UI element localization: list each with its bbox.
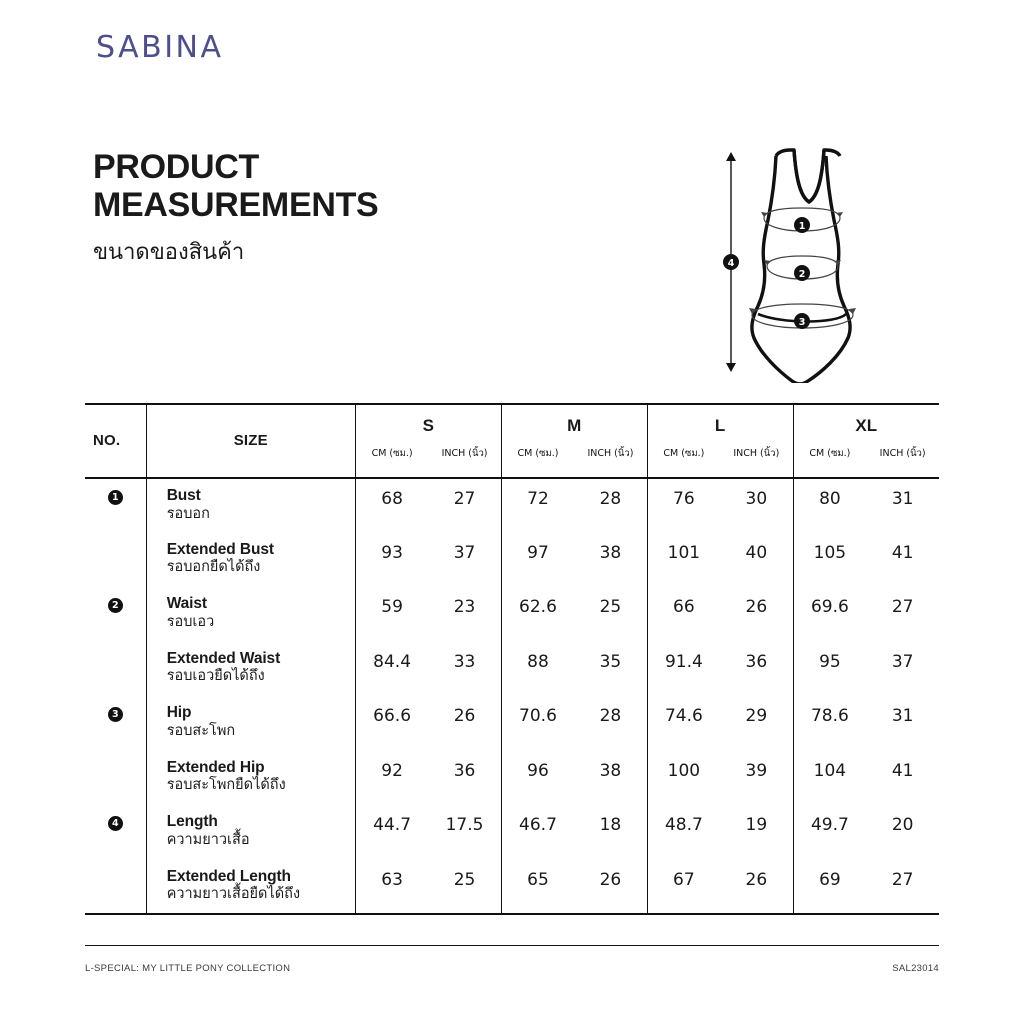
column-header-size-l (647, 404, 793, 478)
measurement-cell-l (647, 533, 793, 588)
value-cm: 69.6 (810, 597, 849, 617)
row-marker-cell (85, 751, 146, 806)
value-cm: 96 (527, 760, 549, 781)
row-label-th: รอบสะโพกยืดได้ถึง (166, 777, 286, 794)
value-cm: 92 (381, 760, 403, 781)
measurement-cell-m (501, 533, 647, 588)
value-cm: 49.7 (810, 815, 849, 835)
size-l-unit-cm: CM (ซม.) (663, 448, 705, 459)
size-s-units (356, 446, 501, 461)
value-cm: 67 (673, 869, 695, 890)
row-marker-cell (85, 587, 146, 642)
measurement-cell-s (355, 696, 501, 751)
size-s-unit-cm: CM (ซม.) (371, 448, 413, 459)
value-cm: 65 (527, 869, 549, 890)
marker-2-label: 2 (798, 269, 806, 280)
value-cm: 70.6 (519, 706, 557, 726)
row-label-th: ความยาวเสื้อ (166, 831, 250, 848)
row-label-th: รอบอกยืดได้ถึง (166, 559, 261, 576)
value-inch: 27 (891, 597, 914, 617)
value-inch: 35 (599, 651, 622, 672)
measurement-cell-xl (793, 478, 939, 533)
row-label-th: รอบอก (166, 505, 210, 522)
table-body (85, 478, 939, 914)
measurement-cell-xl (793, 533, 939, 588)
column-header-size-xl (793, 404, 939, 478)
value-inch: 25 (453, 869, 476, 890)
row-label-en: Extended Hip (166, 758, 265, 776)
measurement-cell-s (355, 533, 501, 588)
value-cm: 80 (819, 489, 841, 509)
table-row (85, 805, 939, 860)
table-row (85, 533, 939, 588)
value-inch: 40 (745, 542, 768, 563)
row-label-en: Extended Length (166, 867, 291, 885)
column-header-size-label: SIZE (233, 432, 268, 449)
row-label-en: Hip (166, 704, 192, 721)
row-label-cell (146, 642, 355, 697)
row-label-cell (146, 805, 355, 860)
page-title-line1: PRODUCT (93, 148, 260, 186)
measurement-cell-l (647, 587, 793, 642)
row-label-cell (146, 751, 355, 806)
value-inch: 26 (745, 597, 768, 617)
page-subtitle-thai: ขนาดของสินค้า (93, 240, 245, 266)
table-row (85, 587, 939, 642)
value-cm: 68 (381, 489, 403, 509)
marker-4-label: 4 (727, 258, 735, 269)
row-label-en: Extended Bust (166, 540, 274, 558)
size-m-unit-cm: CM (ซม.) (517, 448, 559, 459)
measurement-cell-l (647, 478, 793, 533)
value-cm: 69 (819, 869, 841, 890)
value-cm: 62.6 (519, 597, 557, 617)
table-row (85, 696, 939, 751)
value-inch: 23 (453, 597, 476, 617)
size-m-units (502, 446, 647, 461)
value-cm: 78.6 (810, 706, 849, 726)
bodysuit-measurement-diagram (706, 138, 936, 383)
measurement-cell-xl (793, 642, 939, 697)
row-marker-cell (85, 478, 146, 533)
row-marker-cell (85, 860, 146, 915)
value-inch: 30 (745, 489, 768, 509)
column-header-size-m (501, 404, 647, 478)
value-cm: 44.7 (373, 815, 412, 835)
value-cm: 76 (673, 489, 695, 509)
page-heading-block (93, 148, 378, 269)
row-marker-badge: 1 (108, 490, 123, 505)
value-inch: 31 (891, 706, 914, 726)
measurement-cell-l (647, 642, 793, 697)
measurement-cell-xl (793, 860, 939, 915)
measurements-table (85, 403, 939, 915)
value-cm: 93 (381, 542, 403, 563)
row-marker-cell (85, 805, 146, 860)
column-header-size (146, 404, 355, 478)
value-inch: 27 (891, 869, 914, 890)
value-inch: 20 (891, 815, 914, 835)
row-label-th: รอบสะโพก (166, 722, 236, 739)
page-title-line2: MEASUREMENTS (93, 186, 379, 225)
bodysuit-diagram-svg (706, 138, 936, 383)
value-cm: 74.6 (664, 706, 703, 726)
row-marker-cell (85, 642, 146, 697)
value-cm: 100 (667, 760, 701, 781)
row-label-en: Extended Waist (166, 649, 281, 667)
value-inch: 25 (599, 597, 622, 617)
size-l-units (648, 446, 793, 461)
table-row (85, 478, 939, 533)
value-cm: 72 (527, 489, 549, 509)
value-inch: 28 (599, 706, 622, 726)
value-inch: 26 (599, 869, 622, 890)
column-header-no (85, 404, 146, 478)
value-cm: 91.4 (664, 651, 703, 672)
size-xl-unit-cm: CM (ซม.) (809, 448, 851, 459)
value-cm: 95 (819, 651, 841, 672)
marker-1-label: 1 (798, 221, 806, 232)
column-header-size-s (355, 404, 501, 478)
measurement-cell-s (355, 805, 501, 860)
row-marker-badge: 3 (108, 707, 123, 722)
measurement-cell-m (501, 805, 647, 860)
value-inch: 26 (745, 869, 768, 890)
value-inch: 26 (453, 706, 476, 726)
footer-collection: L-SPECIAL: MY LITTLE PONY COLLECTION (85, 963, 291, 974)
measurement-cell-l (647, 805, 793, 860)
value-inch: 41 (891, 760, 914, 781)
table-row (85, 860, 939, 915)
value-cm: 104 (813, 760, 847, 781)
value-cm: 105 (813, 542, 847, 563)
value-inch: 38 (599, 542, 622, 563)
value-inch: 37 (891, 651, 914, 672)
measurement-cell-s (355, 587, 501, 642)
measurement-cell-s (355, 642, 501, 697)
sabina-logo: SABINA (96, 30, 224, 65)
value-cm: 63 (381, 869, 403, 890)
value-inch: 29 (745, 706, 768, 726)
row-label-cell (146, 478, 355, 533)
value-cm: 66.6 (373, 706, 412, 726)
size-xl-units (794, 446, 939, 461)
value-inch: 41 (891, 542, 914, 563)
value-inch: 28 (599, 489, 622, 509)
measurement-cell-m (501, 696, 647, 751)
size-s-unit-inch: INCH (นิ้ว) (441, 448, 488, 459)
measurement-cell-l (647, 696, 793, 751)
row-label-th: รอบเอว (166, 613, 215, 630)
value-inch: 31 (891, 489, 914, 509)
row-label-cell (146, 696, 355, 751)
row-marker-cell (85, 533, 146, 588)
measurements-table-wrap (85, 403, 939, 915)
value-cm: 66 (673, 597, 695, 617)
value-inch: 27 (453, 489, 476, 509)
size-xl-label: XL (855, 416, 878, 435)
value-inch: 36 (453, 760, 476, 781)
value-inch: 33 (453, 651, 476, 672)
value-cm: 46.7 (519, 815, 557, 835)
row-label-cell (146, 860, 355, 915)
measurement-cell-s (355, 860, 501, 915)
size-s-label: S (422, 416, 434, 435)
row-marker-badge: 4 (108, 816, 123, 831)
measurement-cell-m (501, 860, 647, 915)
size-l-unit-inch: INCH (นิ้ว) (733, 448, 780, 459)
row-label-en: Waist (166, 595, 207, 612)
row-label-en: Length (166, 813, 218, 830)
table-row (85, 751, 939, 806)
size-m-label: M (567, 416, 582, 435)
measurement-cell-l (647, 860, 793, 915)
value-cm: 59 (381, 597, 403, 617)
table-row (85, 642, 939, 697)
value-inch: 19 (745, 815, 768, 835)
row-label-th: ความยาวเสื้อยืดได้ถึง (166, 886, 301, 903)
measurement-cell-xl (793, 751, 939, 806)
row-label-cell (146, 587, 355, 642)
measurement-cell-xl (793, 805, 939, 860)
value-cm: 88 (527, 651, 549, 672)
row-marker-cell (85, 696, 146, 751)
measurement-cell-m (501, 587, 647, 642)
size-m-unit-inch: INCH (นิ้ว) (587, 448, 634, 459)
value-inch: 18 (599, 815, 622, 835)
measurement-cell-m (501, 642, 647, 697)
column-header-no-label: NO. (93, 432, 121, 449)
value-inch: 36 (745, 651, 768, 672)
measurement-cell-l (647, 751, 793, 806)
measurement-cell-s (355, 478, 501, 533)
footer-code: SAL23014 (892, 963, 939, 974)
value-cm: 48.7 (664, 815, 703, 835)
measurement-cell-s (355, 751, 501, 806)
row-marker-badge: 2 (108, 598, 123, 613)
measurement-cell-m (501, 751, 647, 806)
footer-divider (85, 945, 939, 946)
measurement-cell-xl (793, 696, 939, 751)
row-label-en: Bust (166, 487, 201, 504)
page-title (93, 148, 378, 224)
row-label-cell (146, 533, 355, 588)
table-header-row (85, 404, 939, 478)
value-cm: 84.4 (373, 651, 412, 672)
value-cm: 101 (667, 542, 701, 563)
value-inch: 39 (745, 760, 768, 781)
value-inch: 17.5 (445, 815, 484, 835)
row-label-th: รอบเอวยืดได้ถึง (166, 668, 265, 685)
measurement-cell-xl (793, 587, 939, 642)
size-l-label: L (714, 416, 726, 435)
measurement-cell-m (501, 478, 647, 533)
value-cm: 97 (527, 542, 549, 563)
table-header (85, 404, 939, 478)
value-inch: 38 (599, 760, 622, 781)
footer (85, 963, 939, 974)
value-inch: 37 (453, 542, 476, 563)
marker-3-label: 3 (798, 317, 806, 328)
size-xl-unit-inch: INCH (นิ้ว) (879, 448, 926, 459)
